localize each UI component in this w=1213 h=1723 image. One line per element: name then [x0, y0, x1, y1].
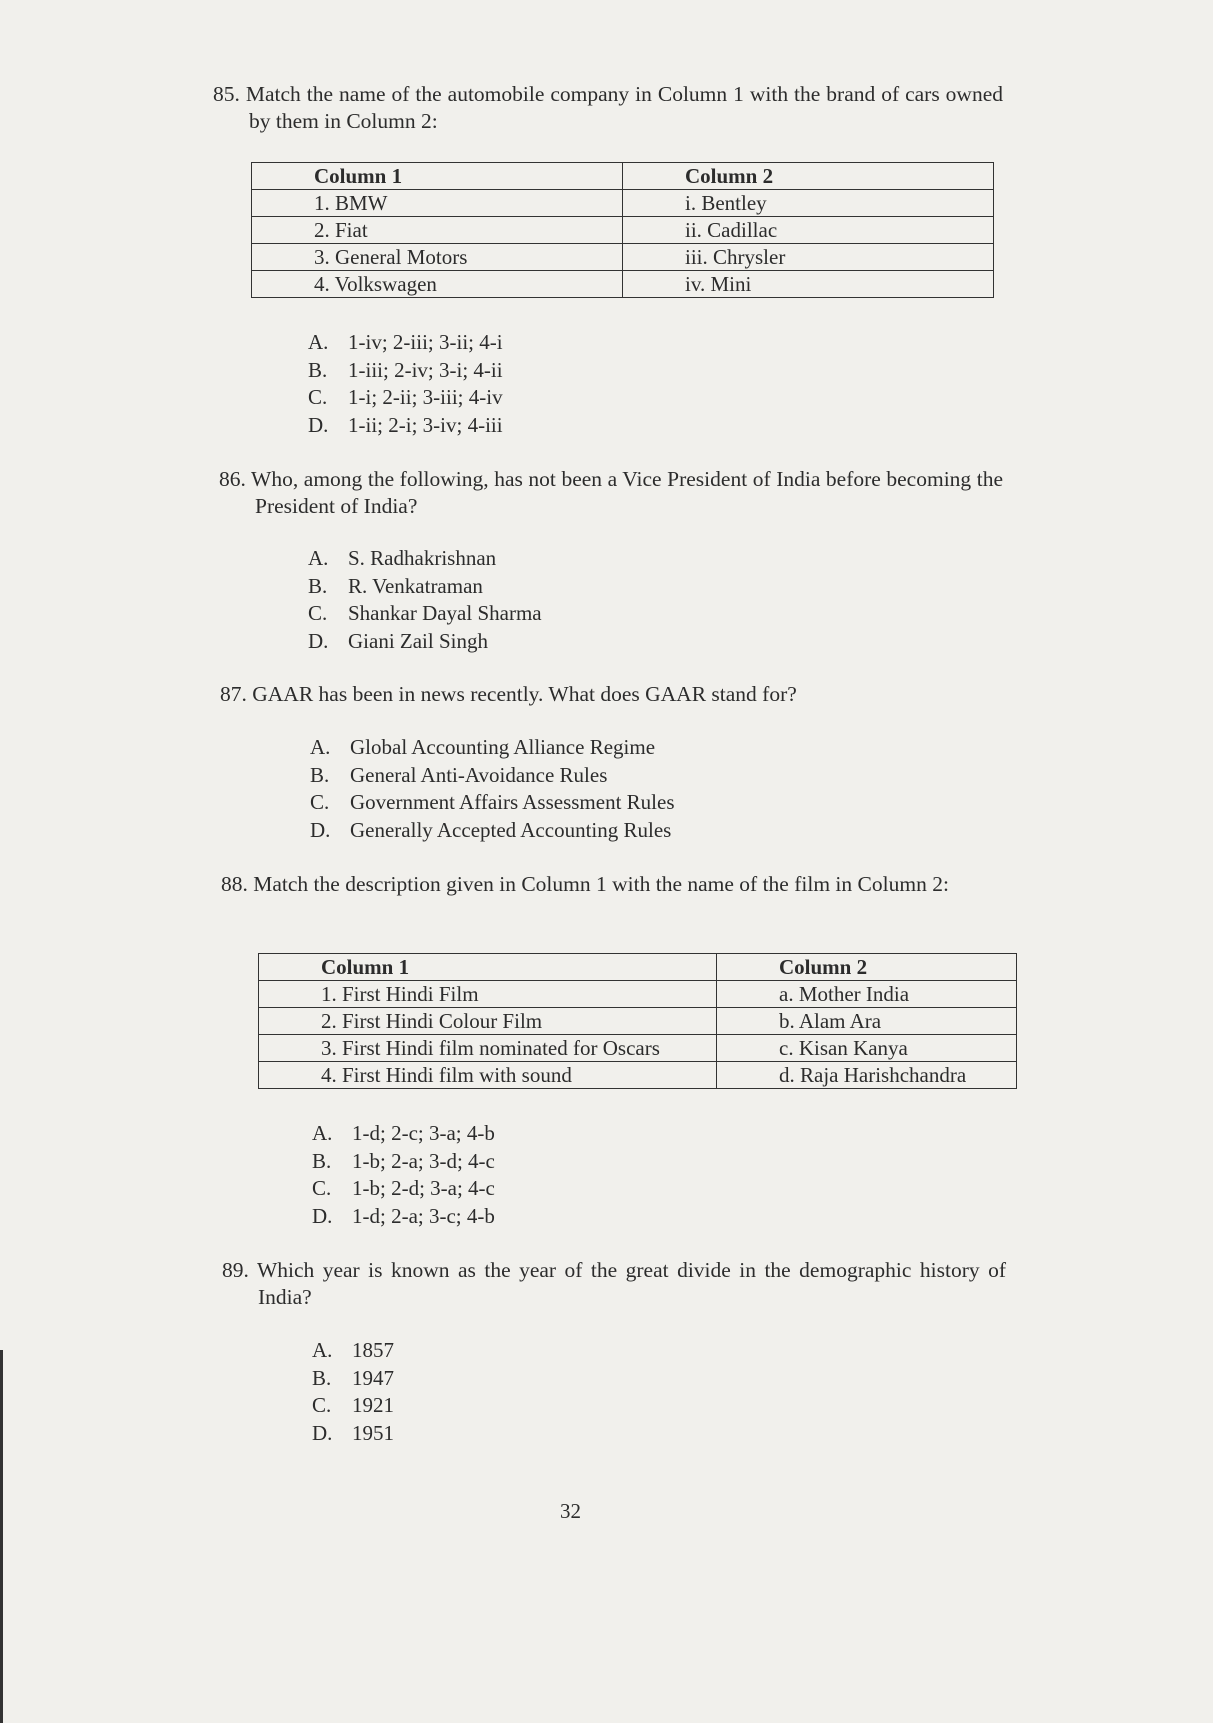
option-b: B. General Anti-Avoidance Rules: [310, 762, 608, 787]
options-86: [308, 545, 542, 655]
option-a: A. 1-d; 2-c; 3-a; 4-b: [312, 1121, 495, 1145]
question-number: 87.: [220, 682, 247, 706]
option-c: C. Government Affairs Assessment Rules: [310, 790, 675, 814]
match-table-88: [258, 953, 1017, 1089]
option-d: D. 1951: [312, 1420, 394, 1445]
table-row: [252, 190, 994, 217]
option-b: B. 1-b; 2-a; 3-d; 4-c: [312, 1148, 495, 1173]
option-d: D. Generally Accepted Accounting Rules: [310, 817, 672, 842]
question-number: 89.: [222, 1258, 249, 1282]
question-89: [222, 1257, 1006, 1311]
question-number: 85.: [213, 82, 240, 106]
table-row: [259, 1008, 1017, 1035]
question-text: Match the name of the automobile company in Column 1 with the brand of cars owned by them in Column 2:: [245, 82, 1004, 133]
table-cell: iv. Mini: [623, 271, 994, 298]
option-c: C. Shankar Dayal Sharma: [308, 601, 542, 625]
table-row: [252, 244, 994, 271]
question-number: 86.: [219, 467, 246, 491]
option-d: D. Giani Zail Singh: [308, 628, 488, 653]
table-row: [252, 271, 994, 298]
option-a: A. S. Radhakrishnan: [308, 546, 497, 570]
table-cell: c. Kisan Kanya: [717, 1035, 1017, 1062]
option-b: B. 1947: [312, 1365, 394, 1390]
option-a: A. 1-iv; 2-iii; 3-ii; 4-i: [308, 330, 503, 354]
option-a: A. 1857: [312, 1338, 394, 1362]
table-header-row: [259, 954, 1017, 981]
question-text: Who, among the following, has not been a Vice President of India before becoming the President of India?: [251, 467, 1003, 518]
question-number: 88.: [221, 872, 248, 896]
table-cell: iii. Chrysler: [623, 244, 994, 271]
column-2-header: Column 2: [623, 163, 994, 190]
table-cell: 4. First Hindi film with sound: [259, 1062, 717, 1089]
options-85: [308, 329, 503, 439]
question-86: [219, 466, 1003, 520]
options-87: [310, 734, 675, 844]
match-table-85: [251, 162, 994, 298]
column-1-header: Column 1: [259, 954, 717, 981]
table-cell: a. Mother India: [717, 981, 1017, 1008]
question-text: Which year is known as the year of the great divide in the demographic history of India?: [256, 1258, 1006, 1309]
table-cell: d. Raja Harishchandra: [717, 1062, 1017, 1089]
table-cell: ii. Cadillac: [623, 217, 994, 244]
column-2-header: Column 2: [717, 954, 1017, 981]
option-b: B. R. Venkatraman: [308, 573, 483, 598]
table-row: [259, 1062, 1017, 1089]
column-1-header: Column 1: [252, 163, 623, 190]
table-cell: 1. First Hindi Film: [259, 981, 717, 1008]
question-text: Match the description given in Column 1 with the name of the film in Column 2:: [253, 872, 949, 896]
question-88: [221, 871, 1005, 898]
question-85: [213, 81, 1003, 135]
option-c: C. 1-i; 2-ii; 3-iii; 4-iv: [308, 385, 503, 409]
table-cell: 3. General Motors: [252, 244, 623, 271]
options-88: [312, 1120, 495, 1230]
table-cell: 2. Fiat: [252, 217, 623, 244]
table-cell: 2. First Hindi Colour Film: [259, 1008, 717, 1035]
scan-edge-line: [0, 1350, 3, 1723]
option-b: B. 1-iii; 2-iv; 3-i; 4-ii: [308, 357, 503, 382]
table-row: [252, 217, 994, 244]
question-text: GAAR has been in news recently. What does GAAR stand for?: [252, 682, 797, 706]
table-cell: i. Bentley: [623, 190, 994, 217]
table-row: [259, 981, 1017, 1008]
table-cell: b. Alam Ara: [717, 1008, 1017, 1035]
table-cell: 1. BMW: [252, 190, 623, 217]
option-d: D. 1-ii; 2-i; 3-iv; 4-iii: [308, 412, 503, 437]
table-cell: 4. Volkswagen: [252, 271, 623, 298]
option-c: C. 1921: [312, 1393, 394, 1417]
options-89: [312, 1337, 394, 1447]
question-87: [220, 681, 1004, 708]
table-row: [259, 1035, 1017, 1062]
option-a: A. Global Accounting Alliance Regime: [310, 735, 656, 759]
table-header-row: [252, 163, 994, 190]
table-cell: 3. First Hindi film nominated for Oscars: [259, 1035, 717, 1062]
option-d: D. 1-d; 2-a; 3-c; 4-b: [312, 1203, 495, 1228]
option-c: C. 1-b; 2-d; 3-a; 4-c: [312, 1176, 495, 1200]
page-number: 32: [560, 1499, 581, 1523]
